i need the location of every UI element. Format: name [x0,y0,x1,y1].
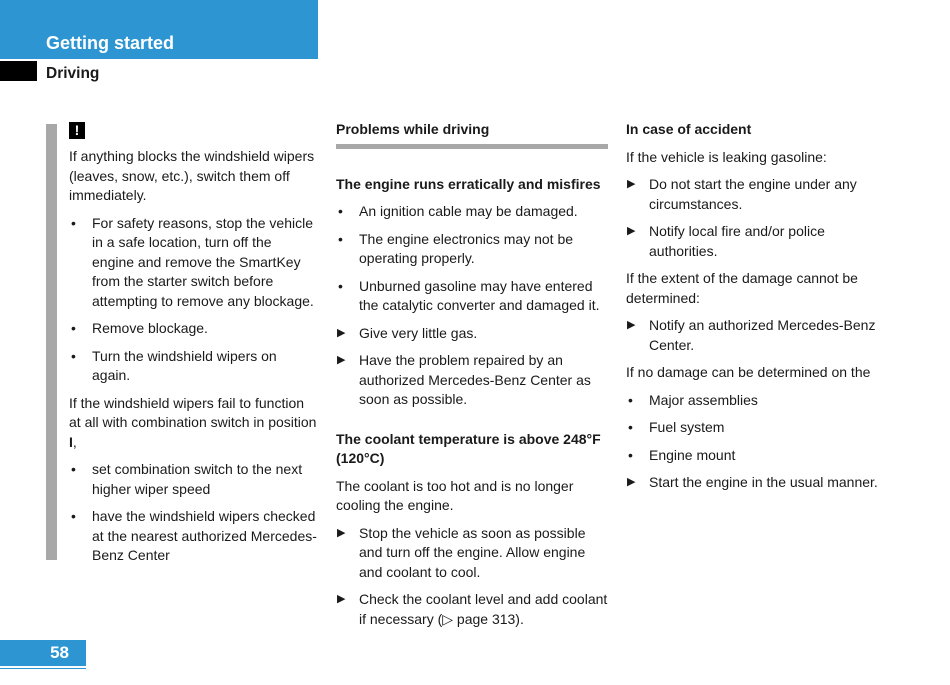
chapter-title: Getting started [46,33,175,53]
list-item: • Engine mount [626,446,896,466]
coolant-text: The coolant is too hot and is no longer cooling the engine. [336,477,574,513]
problems-section-title: Problems while driving [336,118,608,149]
list-item: ▶ Give very little gas. [336,324,608,344]
list-item: ▶ Notify local fire and/or police authorities. [627,223,825,259]
accident-heading: In case of accident [626,121,752,137]
list-item: • Fuel system [626,418,896,438]
engine-actions [336,324,608,410]
triangle-arrow-icon: ▶ [337,326,346,339]
bullet-dot-icon: • [338,230,343,247]
triangle-arrow-icon: ▶ [627,225,636,237]
list-item: • Major assemblies [626,391,896,411]
list-item: • The engine electronics may not be operating properly. [338,230,574,266]
column-warning [69,118,317,574]
triangle-arrow-icon: ▶ [627,319,636,331]
extent-actions [626,316,896,355]
extent-text: If the extent of the damage cannot be determined: [626,270,858,306]
coolant-actions [336,524,608,630]
list-item: ▶ Do not start the engine under any circumstances. [627,176,857,212]
bullet-dot-icon: • [628,446,633,463]
bullet-dot-icon: • [71,347,76,364]
bullet-dot-icon: • [71,214,76,231]
section-tab-marker [0,61,37,81]
bullet-dot-icon: • [628,391,633,408]
triangle-arrow-icon: ▶ [627,178,636,190]
engine-causes [336,202,608,316]
triangle-arrow-icon: ▶ [627,476,636,488]
leak-text: If the vehicle is leaking gasoline: [626,148,827,165]
list-item: ▶ Start the engine in the usual manner. [626,473,896,493]
nodamage-text: If no damage can be determined on the [626,364,871,380]
warning-bullets [69,214,317,386]
leak-actions [626,175,896,261]
bullet-dot-icon: • [338,277,343,294]
final-actions [626,473,896,493]
list-item: • Remove blockage. [69,319,317,339]
list-item: ▶ Have the problem repaired by an authorized Mercedes-Benz Center as soon as possible. [337,352,591,407]
triangle-arrow-icon: ▶ [337,354,346,366]
list-item: • set combination switch to the next higher wiper speed [71,461,303,497]
page-number: 58 [50,643,69,662]
triangle-arrow-icon: ▶ [337,526,346,539]
triangle-arrow-icon: ▶ [337,593,346,605]
list-item: ▶ Notify an authorized Mercedes-Benz Center. [627,317,876,353]
exclamation-icon: ! [69,122,85,139]
bullet-dot-icon: • [71,508,76,524]
switch-position: I [69,433,73,450]
list-item: • Turn the windshield wipers on again. [71,347,277,383]
list-item: • have the windshield wipers checked at the nearest authorized Mercedes-Benz Center [71,508,317,563]
coolant-heading: The coolant temperature is above 248°F (120°C) [336,430,601,466]
header-divider [0,59,318,61]
wiper-fail-text: If the windshield wipers fail to function at all with combination switch in position I, [69,394,317,450]
page-number-underline [0,668,86,685]
warning-intro: If anything blocks the windshield wipers (leaves, snow, etc.), switch them off immediately. [69,148,315,203]
bullet-dot-icon: • [338,203,343,219]
list-item: • For safety reasons, stop the vehicle in a safe location, turn off the engine and remove the SmartKey from the starter switch before attempting to remove any blockage. [71,214,314,309]
nodamage-bullets [626,391,896,466]
bullet-dot-icon: • [71,461,76,477]
list-item: • Unburned gasoline may have entered the catalytic converter and damaged it. [338,277,600,313]
list-item: ▶ Check the coolant level and add coolant if necessary (▷ page 313). [337,591,608,627]
bullet-dot-icon: • [71,320,76,336]
page-number-box [0,640,86,666]
column-problems [336,118,608,637]
wiper-fail-bullets [69,460,317,566]
bullet-dot-icon: • [628,419,633,435]
list-item: ▶ Stop the vehicle as soon as possible and turn off the engine. Allow engine and coolant to cool. [337,524,586,580]
list-item: • An ignition cable may be damaged. [336,202,608,222]
column-accident [626,118,896,501]
warning-side-bar [46,124,57,560]
engine-heading: The engine runs erratically and misfires [336,175,601,192]
section-title: Driving [46,65,100,82]
